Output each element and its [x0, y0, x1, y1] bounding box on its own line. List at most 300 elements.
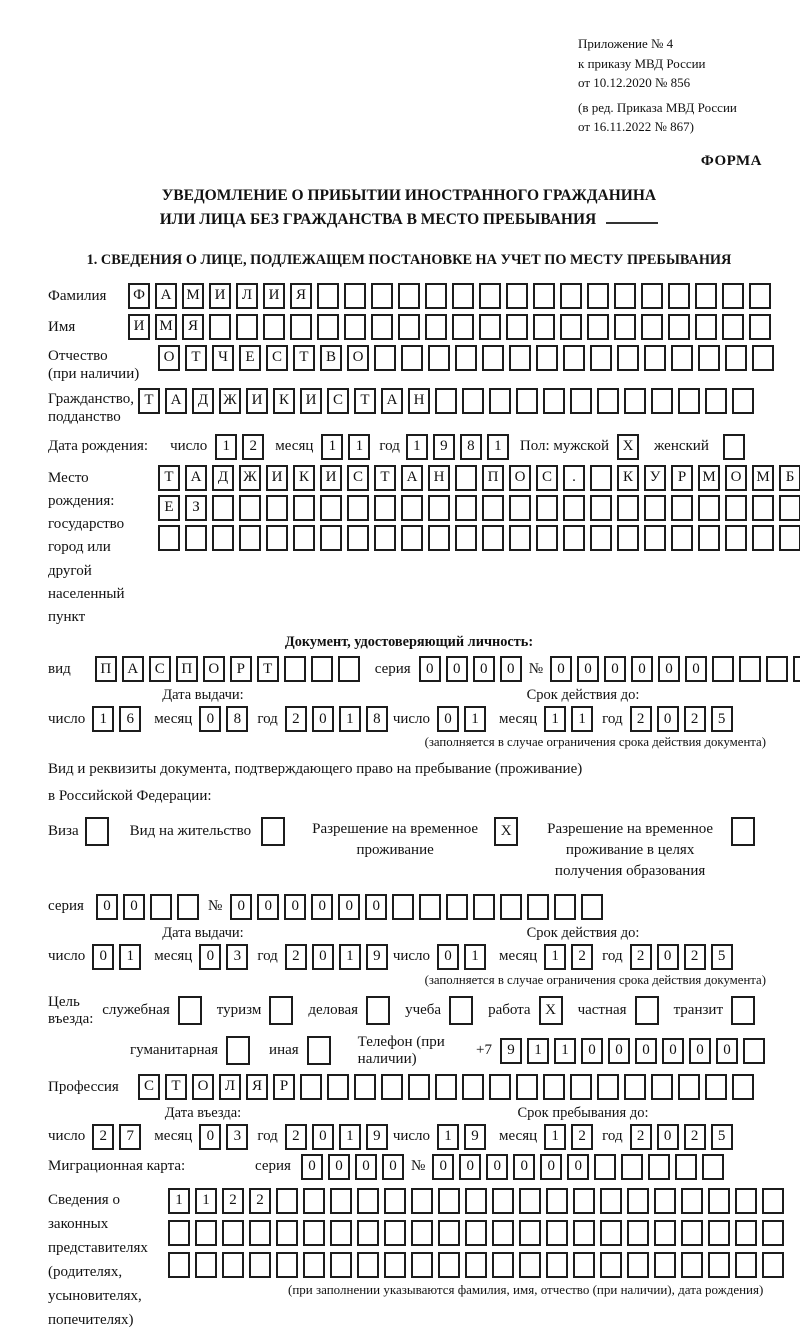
cell[interactable]: [455, 345, 477, 371]
cell[interactable]: [212, 495, 234, 521]
cell[interactable]: [712, 656, 734, 682]
cell[interactable]: [374, 525, 396, 551]
cell[interactable]: [668, 283, 690, 309]
cell[interactable]: X: [494, 817, 518, 846]
entry-month-cells[interactable]: [199, 1124, 253, 1150]
cell[interactable]: [479, 283, 501, 309]
cell[interactable]: 0: [550, 656, 572, 682]
cell[interactable]: [85, 817, 109, 846]
cell[interactable]: 7: [119, 1124, 141, 1150]
cell[interactable]: [303, 1188, 325, 1214]
residence-number-cells[interactable]: [230, 894, 608, 920]
cell[interactable]: 2: [630, 1124, 652, 1150]
cell[interactable]: 1: [487, 434, 509, 460]
cell[interactable]: [546, 1188, 568, 1214]
cell[interactable]: Р: [671, 465, 693, 491]
cell[interactable]: [446, 894, 468, 920]
cell[interactable]: Т: [257, 656, 279, 682]
cell[interactable]: [428, 525, 450, 551]
cell[interactable]: [455, 525, 477, 551]
cell[interactable]: 1: [544, 944, 566, 970]
cell[interactable]: [779, 525, 800, 551]
cell[interactable]: [752, 525, 774, 551]
expiry-year-cells[interactable]: [630, 706, 738, 732]
cell[interactable]: [519, 1188, 541, 1214]
cell[interactable]: 0: [486, 1154, 508, 1180]
cell[interactable]: 0: [716, 1038, 738, 1064]
cell[interactable]: 0: [419, 656, 441, 682]
cell[interactable]: [546, 1220, 568, 1246]
cell[interactable]: 0: [312, 1124, 334, 1150]
cell[interactable]: У: [644, 465, 666, 491]
cell[interactable]: X: [617, 434, 639, 460]
cell[interactable]: П: [482, 465, 504, 491]
cell[interactable]: [435, 1074, 457, 1100]
cell[interactable]: [671, 495, 693, 521]
cell[interactable]: [573, 1220, 595, 1246]
cell[interactable]: [455, 495, 477, 521]
cell[interactable]: [563, 495, 585, 521]
cell[interactable]: [600, 1252, 622, 1278]
cell[interactable]: [563, 525, 585, 551]
cell[interactable]: [563, 345, 585, 371]
cell[interactable]: [269, 996, 293, 1025]
cell[interactable]: [590, 345, 612, 371]
cell[interactable]: [648, 1154, 670, 1180]
cell[interactable]: [708, 1252, 730, 1278]
cell[interactable]: [519, 1252, 541, 1278]
cell[interactable]: [654, 1188, 676, 1214]
cell[interactable]: 0: [581, 1038, 603, 1064]
cell[interactable]: [698, 495, 720, 521]
cell[interactable]: 6: [119, 706, 141, 732]
cell[interactable]: [516, 388, 538, 414]
cell[interactable]: [675, 1154, 697, 1180]
cell[interactable]: И: [246, 388, 268, 414]
cell[interactable]: [455, 465, 477, 491]
cell[interactable]: [226, 1036, 250, 1065]
cell[interactable]: 0: [657, 1124, 679, 1150]
cell[interactable]: С: [149, 656, 171, 682]
cell[interactable]: [536, 525, 558, 551]
cell[interactable]: [739, 656, 761, 682]
cell[interactable]: Д: [212, 465, 234, 491]
cell[interactable]: 3: [226, 1124, 248, 1150]
cell[interactable]: 1: [339, 706, 361, 732]
representatives-cells-row2[interactable]: [168, 1220, 789, 1246]
purpose-tourism-checkbox[interactable]: [269, 996, 298, 1025]
cell[interactable]: [354, 1074, 376, 1100]
cell[interactable]: 2: [285, 1124, 307, 1150]
cell[interactable]: Е: [158, 495, 180, 521]
cell[interactable]: [752, 495, 774, 521]
cell[interactable]: [482, 525, 504, 551]
cell[interactable]: 0: [635, 1038, 657, 1064]
cell[interactable]: [384, 1252, 406, 1278]
cell[interactable]: [303, 1220, 325, 1246]
cell[interactable]: [614, 283, 636, 309]
cell[interactable]: [671, 525, 693, 551]
cell[interactable]: С: [138, 1074, 160, 1100]
cell[interactable]: Е: [239, 345, 261, 371]
cell[interactable]: [330, 1252, 352, 1278]
cell[interactable]: 1: [554, 1038, 576, 1064]
residence-seria-cells[interactable]: [96, 894, 204, 920]
cell[interactable]: [587, 314, 609, 340]
issue-year-cells[interactable]: [285, 706, 393, 732]
cell[interactable]: [293, 525, 315, 551]
cell[interactable]: 8: [460, 434, 482, 460]
cell[interactable]: [293, 495, 315, 521]
cell[interactable]: [492, 1252, 514, 1278]
issue-month-cells[interactable]: [199, 706, 253, 732]
cell[interactable]: 0: [567, 1154, 589, 1180]
cell[interactable]: 0: [437, 706, 459, 732]
residence-expiry-year-cells[interactable]: [630, 944, 738, 970]
cell[interactable]: [338, 656, 360, 682]
cell[interactable]: [317, 314, 339, 340]
cell[interactable]: [195, 1252, 217, 1278]
cell[interactable]: 0: [96, 894, 118, 920]
cell[interactable]: [482, 495, 504, 521]
cell[interactable]: М: [182, 283, 204, 309]
cell[interactable]: 2: [684, 944, 706, 970]
cell[interactable]: 0: [689, 1038, 711, 1064]
cell[interactable]: [723, 434, 745, 460]
cell[interactable]: [722, 283, 744, 309]
cell[interactable]: [449, 996, 473, 1025]
cell[interactable]: [600, 1188, 622, 1214]
cell[interactable]: Н: [408, 388, 430, 414]
cell[interactable]: Ж: [219, 388, 241, 414]
cell[interactable]: И: [209, 283, 231, 309]
cell[interactable]: 0: [284, 894, 306, 920]
cell[interactable]: [425, 283, 447, 309]
cell[interactable]: [489, 1074, 511, 1100]
cell[interactable]: [261, 817, 285, 846]
cell[interactable]: [276, 1252, 298, 1278]
cell[interactable]: А: [165, 388, 187, 414]
cell[interactable]: [731, 817, 755, 846]
cell[interactable]: [419, 894, 441, 920]
birth-day-cells[interactable]: [215, 434, 269, 460]
cell[interactable]: [536, 495, 558, 521]
cell[interactable]: [590, 525, 612, 551]
cell[interactable]: [644, 495, 666, 521]
cell[interactable]: [411, 1252, 433, 1278]
cell[interactable]: А: [401, 465, 423, 491]
cell[interactable]: 1: [119, 944, 141, 970]
surname-cells[interactable]: [128, 283, 776, 309]
cell[interactable]: 0: [199, 706, 221, 732]
cell[interactable]: [681, 1252, 703, 1278]
cell[interactable]: [401, 525, 423, 551]
cell[interactable]: 8: [226, 706, 248, 732]
cell[interactable]: 0: [328, 1154, 350, 1180]
residence-issue-year-cells[interactable]: [285, 944, 393, 970]
cell[interactable]: [708, 1220, 730, 1246]
purpose-official-checkbox[interactable]: [178, 996, 207, 1025]
cell[interactable]: А: [185, 465, 207, 491]
cell[interactable]: [732, 388, 754, 414]
cell[interactable]: К: [617, 465, 639, 491]
cell[interactable]: [408, 1074, 430, 1100]
entry-year-cells[interactable]: [285, 1124, 393, 1150]
cell[interactable]: [516, 1074, 538, 1100]
cell[interactable]: 0: [92, 944, 114, 970]
cell[interactable]: [311, 656, 333, 682]
purpose-work-checkbox[interactable]: [539, 996, 568, 1025]
cell[interactable]: [276, 1188, 298, 1214]
cell[interactable]: 9: [464, 1124, 486, 1150]
stay-day-cells[interactable]: [437, 1124, 491, 1150]
cell[interactable]: 0: [199, 944, 221, 970]
cell[interactable]: Т: [165, 1074, 187, 1100]
cell[interactable]: [554, 894, 576, 920]
cell[interactable]: [621, 1154, 643, 1180]
cell[interactable]: [594, 1154, 616, 1180]
cell[interactable]: 0: [311, 894, 333, 920]
cell[interactable]: 0: [500, 656, 522, 682]
cell[interactable]: О: [725, 465, 747, 491]
cell[interactable]: [597, 388, 619, 414]
cell[interactable]: [465, 1252, 487, 1278]
cell[interactable]: [357, 1252, 379, 1278]
cell[interactable]: [560, 314, 582, 340]
cell[interactable]: [590, 495, 612, 521]
cell[interactable]: [500, 894, 522, 920]
cell[interactable]: 0: [446, 656, 468, 682]
cell[interactable]: [681, 1188, 703, 1214]
cell[interactable]: 1: [571, 706, 593, 732]
cell[interactable]: [766, 656, 788, 682]
cell[interactable]: 0: [432, 1154, 454, 1180]
cell[interactable]: [284, 656, 306, 682]
cell[interactable]: [428, 495, 450, 521]
purpose-humanitarian-checkbox[interactable]: [226, 1036, 255, 1065]
cell[interactable]: М: [752, 465, 774, 491]
cell[interactable]: [320, 495, 342, 521]
cell[interactable]: [492, 1220, 514, 1246]
cell[interactable]: [641, 314, 663, 340]
cell[interactable]: [681, 1220, 703, 1246]
cell[interactable]: [465, 1188, 487, 1214]
cell[interactable]: [266, 495, 288, 521]
cell[interactable]: [317, 283, 339, 309]
cell[interactable]: С: [347, 465, 369, 491]
cell[interactable]: [725, 525, 747, 551]
stay-year-cells[interactable]: [630, 1124, 738, 1150]
cell[interactable]: 1: [527, 1038, 549, 1064]
cell[interactable]: [735, 1220, 757, 1246]
cell[interactable]: 0: [473, 656, 495, 682]
cell[interactable]: [560, 283, 582, 309]
cell[interactable]: 0: [662, 1038, 684, 1064]
cell[interactable]: М: [698, 465, 720, 491]
cell[interactable]: И: [320, 465, 342, 491]
cell[interactable]: [263, 314, 285, 340]
cell[interactable]: 9: [366, 944, 388, 970]
cell[interactable]: [392, 894, 414, 920]
cell[interactable]: [509, 345, 531, 371]
cell[interactable]: [671, 345, 693, 371]
cell[interactable]: [290, 314, 312, 340]
cell[interactable]: [357, 1220, 379, 1246]
cell[interactable]: [509, 525, 531, 551]
cell[interactable]: Ч: [212, 345, 234, 371]
cell[interactable]: 2: [684, 706, 706, 732]
phone-cells[interactable]: [500, 1038, 770, 1064]
cell[interactable]: [641, 283, 663, 309]
cell[interactable]: Я: [182, 314, 204, 340]
cell[interactable]: [624, 1074, 646, 1100]
migration-number-cells[interactable]: [432, 1154, 729, 1180]
cell[interactable]: 1: [195, 1188, 217, 1214]
cell[interactable]: 0: [513, 1154, 535, 1180]
cell[interactable]: [374, 495, 396, 521]
purpose-study-checkbox[interactable]: [449, 996, 478, 1025]
cell[interactable]: [452, 314, 474, 340]
cell[interactable]: Р: [273, 1074, 295, 1100]
cell[interactable]: 1: [406, 434, 428, 460]
cell[interactable]: [570, 388, 592, 414]
birthplace-cells-row3[interactable]: [158, 525, 800, 551]
cell[interactable]: [590, 465, 612, 491]
residence-expiry-month-cells[interactable]: [544, 944, 598, 970]
cell[interactable]: 2: [249, 1188, 271, 1214]
cell[interactable]: 0: [382, 1154, 404, 1180]
cell[interactable]: [381, 1074, 403, 1100]
cell[interactable]: [303, 1252, 325, 1278]
cell[interactable]: [239, 495, 261, 521]
purpose-private-checkbox[interactable]: [635, 996, 664, 1025]
cell[interactable]: [366, 996, 390, 1025]
cell[interactable]: [327, 1074, 349, 1100]
cell[interactable]: И: [266, 465, 288, 491]
cell[interactable]: К: [293, 465, 315, 491]
cell[interactable]: [236, 314, 258, 340]
cell[interactable]: [762, 1252, 784, 1278]
cell[interactable]: 1: [464, 944, 486, 970]
cell[interactable]: [374, 345, 396, 371]
cell[interactable]: [695, 314, 717, 340]
cell[interactable]: [735, 1188, 757, 1214]
cell[interactable]: [536, 345, 558, 371]
cell[interactable]: Л: [236, 283, 258, 309]
cell[interactable]: [347, 495, 369, 521]
cell[interactable]: 5: [711, 1124, 733, 1150]
cell[interactable]: [492, 1188, 514, 1214]
cell[interactable]: [347, 525, 369, 551]
cell[interactable]: [209, 314, 231, 340]
cell[interactable]: [384, 1220, 406, 1246]
cell[interactable]: 0: [657, 706, 679, 732]
cell[interactable]: И: [300, 388, 322, 414]
cell[interactable]: [725, 495, 747, 521]
cell[interactable]: 0: [365, 894, 387, 920]
option-visa-checkbox[interactable]: [85, 817, 114, 846]
expiry-day-cells[interactable]: [437, 706, 491, 732]
purpose-other-checkbox[interactable]: [307, 1036, 336, 1065]
cell[interactable]: [617, 495, 639, 521]
cell[interactable]: [482, 345, 504, 371]
cell[interactable]: [239, 525, 261, 551]
cell[interactable]: О: [203, 656, 225, 682]
cell[interactable]: [743, 1038, 765, 1064]
doc-seria-cells[interactable]: [419, 656, 527, 682]
cell[interactable]: [401, 495, 423, 521]
cell[interactable]: [793, 656, 800, 682]
cell[interactable]: [627, 1188, 649, 1214]
cell[interactable]: 2: [684, 1124, 706, 1150]
cell[interactable]: [384, 1188, 406, 1214]
cell[interactable]: [177, 894, 199, 920]
cell[interactable]: [479, 314, 501, 340]
cell[interactable]: [330, 1220, 352, 1246]
cell[interactable]: В: [320, 345, 342, 371]
cell[interactable]: [473, 894, 495, 920]
cell[interactable]: [752, 345, 774, 371]
cell[interactable]: 1: [168, 1188, 190, 1214]
doc-number-cells[interactable]: [550, 656, 800, 682]
cell[interactable]: 1: [339, 944, 361, 970]
cell[interactable]: С: [536, 465, 558, 491]
cell[interactable]: [624, 388, 646, 414]
cell[interactable]: [401, 345, 423, 371]
cell[interactable]: Ф: [128, 283, 150, 309]
cell[interactable]: 3: [226, 944, 248, 970]
cell[interactable]: Д: [192, 388, 214, 414]
purpose-transit-checkbox[interactable]: [731, 996, 760, 1025]
cell[interactable]: С: [327, 388, 349, 414]
cell[interactable]: [438, 1252, 460, 1278]
cell[interactable]: [150, 894, 172, 920]
purpose-business-checkbox[interactable]: [366, 996, 395, 1025]
cell[interactable]: О: [158, 345, 180, 371]
cell[interactable]: 5: [711, 706, 733, 732]
cell[interactable]: Я: [246, 1074, 268, 1100]
cell[interactable]: [654, 1252, 676, 1278]
cell[interactable]: [411, 1220, 433, 1246]
cell[interactable]: 0: [459, 1154, 481, 1180]
cell[interactable]: [597, 1074, 619, 1100]
cell[interactable]: О: [192, 1074, 214, 1100]
cell[interactable]: А: [381, 388, 403, 414]
cell[interactable]: Ж: [239, 465, 261, 491]
cell[interactable]: П: [95, 656, 117, 682]
cell[interactable]: З: [185, 495, 207, 521]
cell[interactable]: [411, 1188, 433, 1214]
cell[interactable]: [307, 1036, 331, 1065]
cell[interactable]: [708, 1188, 730, 1214]
cell[interactable]: [749, 283, 771, 309]
cell[interactable]: 0: [338, 894, 360, 920]
cell[interactable]: [178, 996, 202, 1025]
cell[interactable]: [533, 314, 555, 340]
cell[interactable]: [344, 314, 366, 340]
cell[interactable]: [762, 1220, 784, 1246]
cell[interactable]: 5: [711, 944, 733, 970]
residence-issue-day-cells[interactable]: [92, 944, 146, 970]
cell[interactable]: 0: [540, 1154, 562, 1180]
cell[interactable]: [506, 314, 528, 340]
birth-month-cells[interactable]: [321, 434, 375, 460]
cell[interactable]: [266, 525, 288, 551]
cell[interactable]: [425, 314, 447, 340]
cell[interactable]: 1: [464, 706, 486, 732]
doc-type-cells[interactable]: [95, 656, 365, 682]
cell[interactable]: 9: [433, 434, 455, 460]
